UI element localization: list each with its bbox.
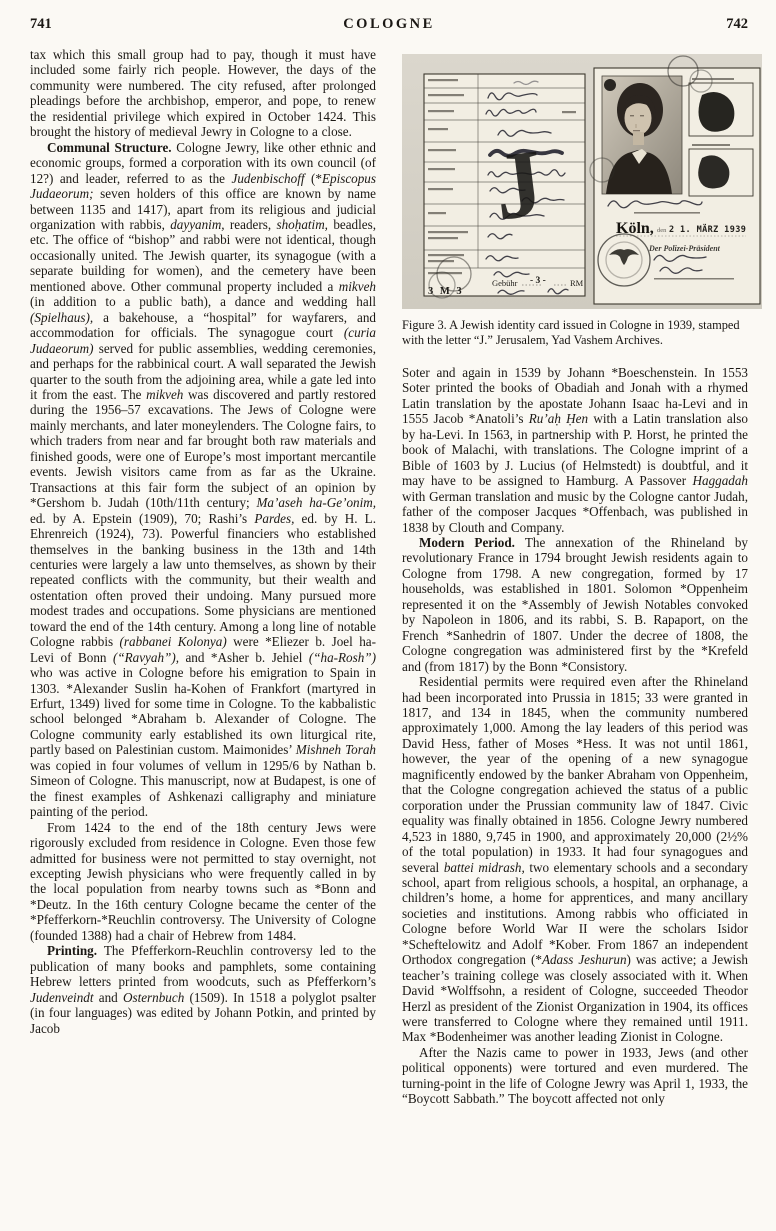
ink-dot	[604, 79, 616, 91]
run: From 1424 to the end of the 18th century Jews were rigorously excluded from residence in Cologne. Even those few admitted for business were not permitted to stay overnight, not excepting Jewish physicians who were frequently called in by the local population from nearby towns such as *Bonn and *Deutz. In the 16th century Cologne became the center of the *Pfefferkorn-*Reuchlin controversy. The University of Cologne (founded 1388) had a chair of Hebrew from 1484.	[30, 819, 376, 943]
run-italic: mikveh	[338, 278, 376, 294]
run-italic: (rabbanei Kolonya)	[119, 634, 227, 650]
run-italic: (curia Judaeorum)	[30, 325, 376, 356]
run: with a Latin translation also by ha-Levi. In 1563, in partnership with P. Horst, he printed the book of Malachi, with translations. The Cologne imprint of a Bible of 1603 by J. Lucius (of Helmstedt) is doubtful, and it may have to be assigned to Hamburg. A Passover	[402, 411, 748, 489]
run-italic: Judenbischoff	[231, 170, 305, 186]
paragraph	[30, 140, 376, 820]
date-stamp: 2 1. MÄRZ 1939	[669, 225, 747, 235]
neck	[633, 132, 644, 145]
paragraph	[402, 1045, 748, 1107]
big-j-stamp: J	[488, 128, 550, 241]
run-bold: Communal Structure.	[47, 139, 172, 155]
fee-label: Gebühr	[492, 278, 518, 288]
run-italic: dayyanim,	[170, 216, 225, 232]
run: and *Asher b. Jehiel	[179, 649, 309, 665]
run-italic: (“Ravyah”),	[112, 649, 179, 665]
run: After the Nazis came to power in 1933, Jews (and other political opponents) were tortured and even murdered. The turning-point in the life of Cologne Jewry was April 1, 1933, the “Boycott Sabbath.” The boycott affected not only	[402, 1044, 748, 1107]
run: who was active in Cologne before his emigration to Spain in 1303. *Alexander Suslin ha-Kohen of Frankfort (martyred in Erfurt, 1349) lived for some time in Cologne. To the kabbalistic school belonged *Abraham b. Alexander of Cologne. The Cologne community early established its own liturgical rite, partly based on Palestinian custom. Maimonides’	[30, 665, 376, 758]
run: were *Eliezer b. Joel ha-Levi of Bonn	[30, 634, 377, 665]
page-number-left: 741	[30, 16, 52, 32]
run: was copied in four volumes of vellum in 1295/6 by Nathan b. Simeon of Cologne. This manuscript, now at Budapest, is one of the finest examples of Ashkenazi calligraphy and miniature painting of the period.	[30, 757, 376, 820]
bottom-stamp-mark: 3 M 3	[428, 286, 464, 297]
run: a bakehouse, a “hospital” for wayfarers, and accommodation for officials. The synagogue court	[30, 309, 376, 341]
page-header	[30, 16, 748, 36]
page-number-right: 742	[726, 16, 748, 32]
right-column	[402, 54, 762, 1107]
run: Soter and again in 1539 by Johann *Boeschenstein. In 1553 Soter printed the books of Obadiah and Jonah with a rhymed Latin translation by the apostate Johann Isaac ha-Levi and in 1555 Jacob *Anatoli’s	[402, 365, 748, 427]
run: was discovered and partly restored during the 1956–57 excavations. The Jews of Cologne were mainly merchants, and later moneylenders. The Cologne fairs, to which traders from near and far brought both raw materials and finished goods, were one of Europe’s most important mercantile events. Jewish visitors came from as far as the Ukraine. Transactions at this fair form the subject of an opinion by *Gershom b. Judah (10th/11th century;	[30, 386, 376, 511]
page-title: COLOGNE	[343, 16, 435, 32]
run-italic: battei midrash,	[443, 859, 525, 875]
paragraph	[30, 820, 376, 944]
run-italic: Osternbuch	[122, 989, 185, 1005]
identity-card-figure	[402, 54, 762, 348]
run: Residential permits were required even after the Rhineland had been incorporated into Prussia in 1815; 33 were granted in 1817, and 134 in 1845, when the community numbered approximately 1,000. Among the lay leaders of this period was David Hess, father of Moses *Hess. It was not until 1861, however, the year of the opening of a new synagogue magnificently endowed by the banker Abraham von Oppenheim, that the Cologne congregation achieved the status of a public corporation under the Prussian community law of 1847. Civic equality was finally obtained in 1856. Cologne Jewry numbered 4,523 in 1880, 9,745 in 1900, and approximately 20,000 (2½% of the total population) in 1933. It had four synagogues and several	[402, 674, 748, 875]
paragraph	[30, 943, 376, 1036]
run: The annexation of the Rhineland by revolutionary France in 1794 brought Jewish residents again to Cologne from 1798. A new congregation, formed by 17 households, was established in 1801. Solomon *Oppenheim represented it on the *Assembly of Jewish Notables convoked by Napoleon in 1806, and its rabbi, S. B. Rapaport, on the French *Sanhedrin of 1807. Under the decree of 1808, the Cologne congregation was administered first by the *Krefeld and (from 1817) by the Bonn *Consistory.	[402, 534, 748, 674]
run-italic: (“ha-Rosh”)	[308, 649, 376, 665]
run: (1509). In 1518 a polyglot psalter (in four languages) was edited by Johann Potkin, and printed by Jacob	[30, 989, 377, 1036]
run-italic: Ma’aseh ha-Ge’onim,	[256, 495, 377, 511]
run: ed. by A. Epstein (1909), 70; Rashi’s	[30, 510, 255, 526]
fee-value: - 3 -	[530, 276, 546, 286]
run-italic: Judenveindt	[30, 989, 94, 1005]
run: ) was active; a Jewish teacher’s training college was closely associated with it. When David *Wolffsohn, a resident of Cologne, succeeded Theodor Herzl as president of the Zionist Organization in 1904, its offices were transferred to Cologne where they remained until 1911. Max *Bodenheimer was another leading Zionist in Cologne.	[402, 952, 748, 1045]
run-italic: shoḥatim,	[276, 216, 328, 232]
run-italic: Mishneh Torah	[295, 742, 376, 758]
run: readers,	[224, 216, 277, 232]
run: ed. by H. L. Ehrenreich (1924), 73). Powerful financiers who established themselves in the banking business in the 13th and 14th centuries were largely a law unto themselves, as shown by their repeated conflicts with the community, but their wealth and ostentation often proved their undoing. Many pursued more modest trades and occupations. Some physicians are mentioned toward the end of the 14th century. Among a long line of notable Cologne rabbis	[30, 510, 376, 650]
fee-currency: RM	[570, 278, 584, 288]
identity-card-image	[402, 54, 762, 309]
run: served for public assemblies, wedding ceremonies, and perhaps for the rabbinical court. A wall separated the Jewish quarter to the south from the adjoining area, while a gate led into it from the east. The	[30, 340, 376, 402]
paragraph	[30, 47, 376, 140]
card-right-panel	[590, 56, 760, 304]
run-italic: Adass Jeshurun	[541, 952, 627, 968]
right-column-text	[402, 365, 748, 1107]
paragraph	[402, 365, 748, 535]
run-italic: Pardes,	[254, 510, 295, 526]
eagle-stamp	[598, 234, 650, 286]
run: tax which this small group had to pay, though it must have included some fairly rich people. However, the days of the community were numbered. The city refused, after prolonged pleadings before the archbishop, emperor, and pope, to renew the residential privilege which expired in October 1424. This brought the history of medieval Jewry in Cologne to a close.	[30, 47, 376, 140]
city-text: Köln,	[616, 220, 654, 237]
run: Cologne Jewry, like other ethnic and economic groups, formed a corporation with its own council (of 12?) and leader, referred to as the	[30, 139, 376, 186]
run-italic: Ru’aḥ Ḥen	[528, 411, 589, 427]
run-bold: Printing.	[47, 943, 98, 959]
paragraph	[402, 535, 748, 674]
run: seven holders of this office are known by name between 1135 and 1417), apart from its religious and judicial organization with rabbis,	[30, 186, 376, 232]
figure-caption: Figure 3. A Jewish identity card issued in Cologne in 1939, stamped with the letter “J.” Jerusalem, Yad Vashem Archives.	[402, 318, 740, 347]
run-italic: mikveh	[146, 386, 184, 402]
run: (*	[304, 170, 322, 186]
run: The Pfefferkorn-Reuchlin controversy led to the publication of many books and pamphlets, some containing Hebrew letters printed from woodcuts, such as Pfefferkorn’s	[30, 943, 376, 990]
run: with German translation and music by the Cologne cantor Judah, father of the composer Jacques *Offenbach, was published in 1838 by Clouth and Company.	[402, 488, 748, 535]
run-italic: Episcopus Judaeorum;	[30, 170, 376, 202]
run: and	[93, 989, 123, 1005]
run-bold: Modern Period.	[419, 534, 515, 550]
run: (in addition to a public bath), a dance and wedding hall	[30, 294, 376, 310]
den-text: den	[657, 227, 667, 234]
run: beadles, etc. The office of “bishop” and rabbi were not identical, though occasionally united. The Jewish quarter, its synagogue (with a separate building for women), and the cemetery have been mentioned above. Other communal property included a	[30, 216, 377, 294]
run-italic: Haggadah	[692, 473, 748, 489]
left-column	[30, 47, 376, 1036]
card-left-panel	[424, 74, 585, 298]
paragraph	[402, 674, 748, 1045]
police-president-line: Der Polizei-Präsident	[649, 244, 720, 253]
run-italic: (Spielhaus),	[30, 309, 94, 325]
run: two elementary schools and a secondary school, apart from religious schools, a hospital, an orphanage, a children’s home, a home for apprentices, and many ancillary societies and institutions. Among rabbis who officiated in Cologne before World War II were the scholars Isidor *Scheftelowitz and Adolf *Kober. From 1867 an independent Orthodox congregation (*	[402, 859, 748, 968]
portrait-photo	[590, 76, 682, 194]
